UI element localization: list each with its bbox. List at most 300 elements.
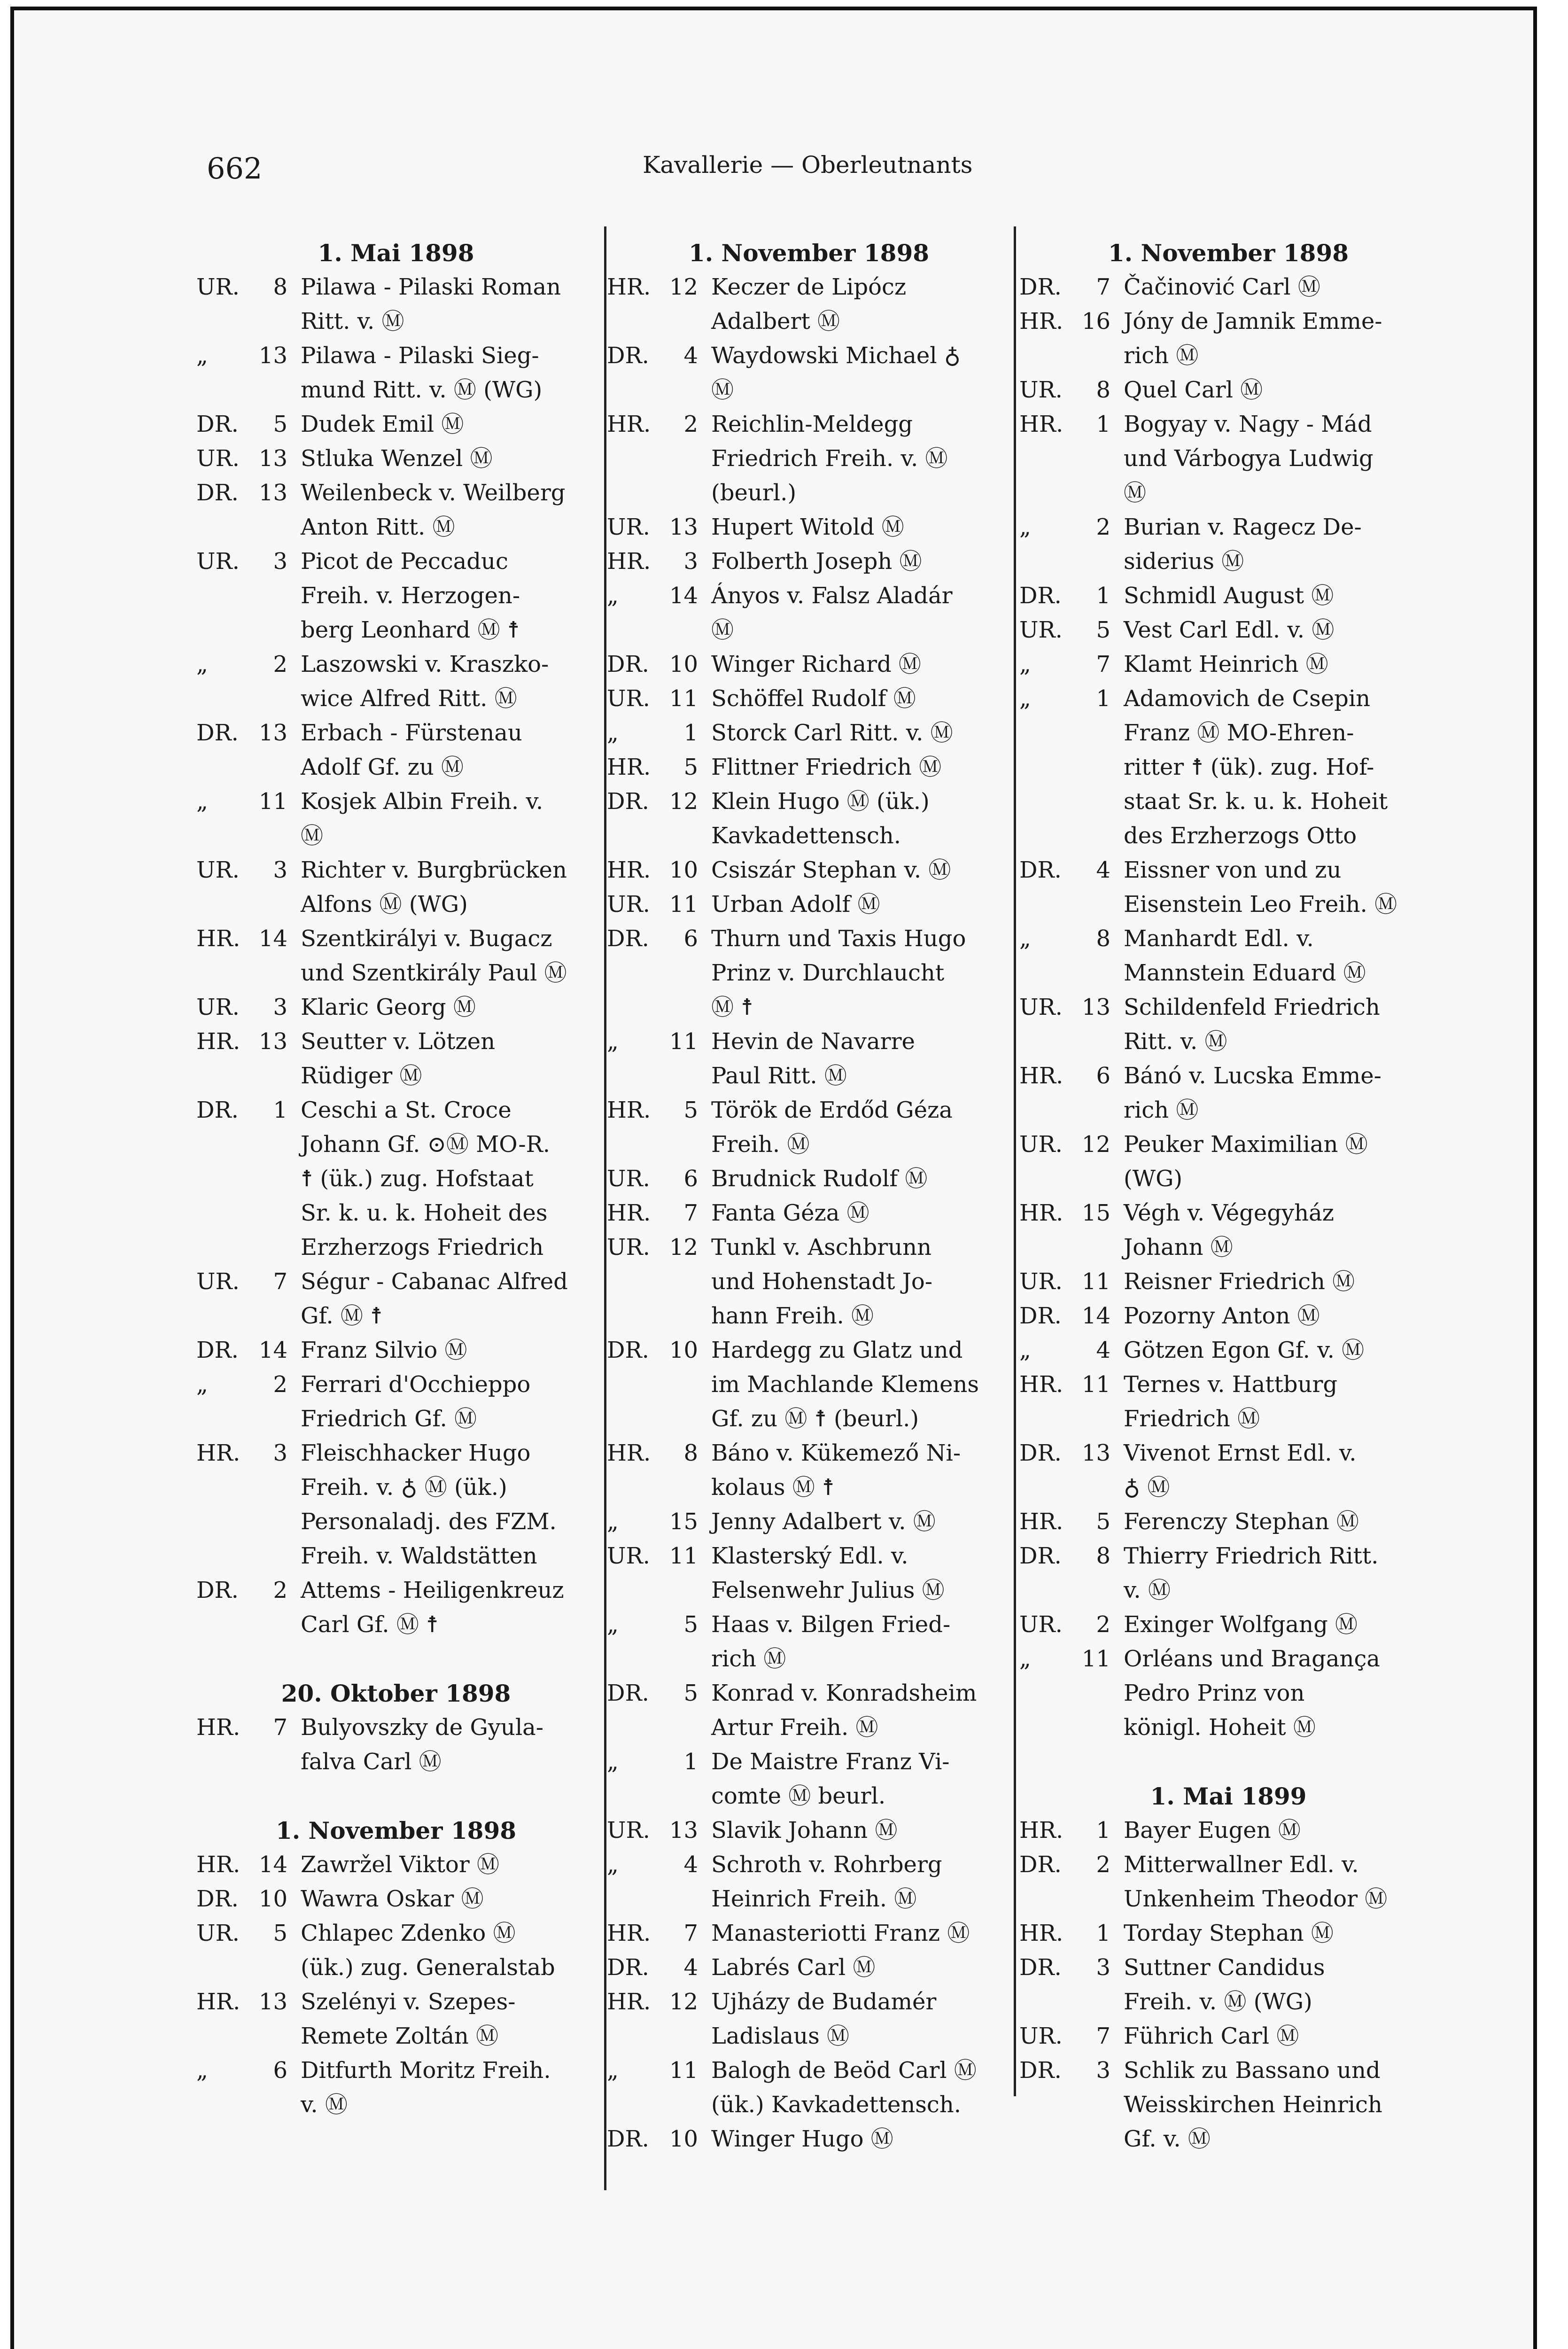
list-item [607,750,1011,785]
entry-line: Klein Hugo Ⓜ (ük.) [711,788,930,815]
regiment-type: „ [607,1028,619,1055]
entry-text [711,1025,1011,1093]
entry-line: Friedrich Gf. Ⓜ [301,1406,477,1432]
entry-line: Adolf Gf. zu Ⓜ [301,754,464,780]
list-item [607,716,1011,750]
regiment-number: 1 [1096,1920,1110,1946]
list-item [1019,510,1437,579]
regiment-number: 13 [258,720,287,746]
regiment-number: 12 [669,274,698,300]
list-item [1019,373,1437,407]
entry-line: Götzen Egon Gf. v. Ⓜ [1124,1337,1365,1363]
entry-text [301,1848,596,1882]
regiment-number: 7 [683,1200,698,1226]
entry-text [1124,1265,1437,1299]
regiment-type: DR. [607,342,649,369]
entry-text [711,887,1011,922]
entry-line: Pilawa - Pilaski Sieg- [301,342,539,369]
list-item [607,1093,1011,1162]
entry-line: Weisskirchen Heinrich [1124,2092,1382,2118]
regiment-type: „ [196,342,208,369]
entry-line: rich Ⓜ [1124,1097,1199,1123]
regiment-type: DR. [196,411,239,437]
regiment-number: 11 [669,1028,698,1055]
list-item [1019,1608,1437,1642]
entry-line: ritter ☨ (ük). zug. Hof- [1124,754,1374,780]
entry-text [1124,1642,1437,1745]
entry-text [1124,1813,1437,1848]
entry-text [1124,510,1437,579]
entry-text [711,270,1011,339]
entry-line: Fanta Géza Ⓜ [711,1200,869,1226]
entry-line: Remete Zoltán Ⓜ [301,2023,499,2049]
list-item [196,1916,596,1985]
regiment-number: 8 [1096,1543,1110,1569]
regiment-number: 5 [1096,1509,1110,1535]
list-item [607,922,1011,1025]
regiment-number: 1 [273,1097,287,1123]
entry-line: Johann Gf. ⊙Ⓜ MO-R. [301,1131,551,1158]
regiment-type: „ [196,651,208,677]
entry-line: Végh v. Végegyház [1124,1200,1334,1226]
list-item [196,442,596,476]
regiment-number: 5 [273,411,287,437]
regiment-number: 14 [258,1337,287,1363]
entry-text [711,1813,1011,1848]
regiment-type: DR. [1019,857,1062,883]
entry-line: falva Carl Ⓜ [301,1749,442,1775]
regiment-number: 13 [258,1989,287,2015]
list-item [1019,2053,1437,2156]
list-item [607,1985,1011,2053]
list-item [196,1025,596,1093]
entry-line: Franz Silvio Ⓜ [301,1337,467,1363]
entry-text [301,1436,596,1573]
regiment-type: „ [607,2057,619,2084]
entry-text [1124,1333,1437,1368]
entry-text [301,544,596,647]
entry-line: Slavik Johann Ⓜ [711,1817,898,1843]
entry-line: Klaric Georg Ⓜ [301,994,476,1020]
list-item [196,1368,596,1436]
regiment-number: 2 [1096,1611,1110,1638]
list-item [1019,1059,1437,1128]
regiment-number: 4 [1096,857,1110,883]
entry-line: Burian v. Ragecz De- [1124,514,1362,540]
entry-text [711,1848,1011,1916]
entry-line: Török de Erdőd Géza [711,1097,953,1123]
entry-line: Brudnick Rudolf Ⓜ [711,1166,928,1192]
regiment-type: DR. [1019,2057,1062,2084]
regiment-type: DR. [1019,1440,1062,1466]
regiment-type: UR. [1019,1611,1063,1638]
list-item [1019,990,1437,1059]
entry-text [1124,1059,1437,1128]
entry-line: Kosjek Albin Freih. v. [301,788,543,815]
list-item [607,1676,1011,1745]
list-item [196,1436,596,1573]
regiment-number: 4 [683,1954,698,1981]
entry-text [1124,2053,1437,2156]
regiment-number: 10 [669,857,698,883]
entry-line: Jenny Adalbert v. Ⓜ [711,1509,936,1535]
regiment-type: HR. [607,754,651,780]
regiment-number: 6 [1096,1063,1110,1089]
entry-text [1124,682,1437,853]
entry-line: (ük.) Kavkadettensch. [711,2092,961,2118]
regiment-type: DR. [1019,1954,1062,1981]
entry-line: (beurl.) [711,480,797,506]
entry-line: Prinz v. Durchlaucht [711,960,945,986]
entry-line: Manhardt Edl. v. [1124,926,1314,952]
entry-line: Winger Richard Ⓜ [711,651,921,677]
regiment-type: HR. [607,274,651,300]
regiment-type: „ [607,1611,619,1638]
regiment-number: 1 [1096,411,1110,437]
regiment-type: „ [607,583,619,609]
entry-line: Seutter v. Lötzen [301,1028,495,1055]
entry-text [1124,853,1437,922]
entry-text [1124,1951,1437,2019]
entry-text [301,1916,596,1985]
entry-line: Flittner Friedrich Ⓜ [711,754,942,780]
entry-line: Exinger Wolfgang Ⓜ [1124,1611,1358,1638]
regiment-number: 13 [258,1028,287,1055]
regiment-number: 8 [273,274,287,300]
entry-line: Szentkirályi v. Bugacz [301,926,552,952]
regiment-number: 3 [683,548,698,575]
entry-text [711,785,1011,853]
scanned-page [10,7,1537,2349]
list-item [1019,1265,1437,1299]
list-item [1019,1539,1437,1608]
entry-text [711,1608,1011,1676]
entry-line: Reichlin-Meldegg [711,411,913,437]
entry-text [1124,1299,1437,1333]
entry-text [1124,1608,1437,1642]
list-item [607,544,1011,579]
entry-line: v. Ⓜ [301,2092,348,2118]
entry-line: ♁ Ⓜ [1124,1474,1170,1501]
list-item [1019,1642,1437,1745]
regiment-type: HR. [196,1989,241,2015]
entry-line: Paul Ritt. Ⓜ [711,1063,847,1089]
list-item [196,990,596,1025]
list-item [1019,682,1437,853]
regiment-type: UR. [1019,994,1063,1020]
regiment-type: DR. [607,1954,649,1981]
regiment-number: 1 [1096,583,1110,609]
regiment-type: HR. [607,1989,651,2015]
regiment-number: 3 [1096,1954,1110,1981]
entry-line: Keczer de Lipócz [711,274,907,300]
entry-line: Ternes v. Hattburg [1124,1371,1338,1398]
regiment-number: 11 [669,685,698,712]
list-item [1019,304,1437,373]
regiment-number: 3 [273,548,287,575]
entry-line: ☨ (ük.) zug. Hofstaat [301,1166,534,1192]
entry-line: Bayer Eugen Ⓜ [1124,1817,1301,1843]
entry-text [301,476,596,544]
entry-text [711,853,1011,887]
section-spacer [1019,1745,1437,1779]
entry-line: Hupert Witold Ⓜ [711,514,904,540]
entry-text [711,1196,1011,1230]
regiment-number: 11 [669,891,698,918]
entry-line: Ferrari d'Occhieppo [301,1371,531,1398]
list-item [1019,922,1437,990]
regiment-number: 6 [683,926,698,952]
entry-text [301,339,596,407]
entry-text [1124,922,1437,990]
entry-line: Báno v. Kükemező Ni- [711,1440,961,1466]
entry-line: staat Sr. k. u. k. Hoheit [1124,788,1388,815]
column-2 [607,236,1011,2156]
list-item [607,579,1011,647]
entry-text [301,2053,596,2122]
regiment-type: „ [607,1851,619,1878]
entry-line: Weilenbeck v. Weilberg [301,480,566,506]
regiment-number: 1 [683,720,698,746]
regiment-number: 2 [273,1371,287,1398]
entry-line: im Machlande Klemens [711,1371,979,1398]
list-item [1019,1951,1437,2019]
regiment-number: 14 [258,1851,287,1878]
regiment-number: 11 [1081,1646,1110,1672]
entry-line: Heinrich Freih. Ⓜ [711,1886,917,1912]
entry-text [711,1916,1011,1951]
entry-text [711,1333,1011,1436]
regiment-type: HR. [607,1440,651,1466]
entry-line: Ségur - Cabanac Alfred [301,1268,568,1295]
regiment-type: HR. [607,857,651,883]
entry-line: Vivenot Ernst Edl. v. [1124,1440,1357,1466]
list-item [607,1951,1011,1985]
entry-line: berg Leonhard Ⓜ ☨ [301,617,520,643]
entry-line: Picot de Peccaduc [301,548,508,575]
regiment-number: 10 [669,2126,698,2152]
regiment-number: 7 [273,1268,287,1295]
entry-line: Ⓜ [301,823,324,849]
entry-line: Eissner von und zu [1124,857,1342,883]
entry-text [301,990,596,1025]
regiment-type: HR. [1019,1371,1063,1398]
column-1 [196,236,596,2122]
section-heading: 1. November 1898 [275,1817,517,1844]
regiment-number: 13 [669,514,698,540]
regiment-number: 15 [669,1509,698,1535]
entry-line: Rüdiger Ⓜ [301,1063,422,1089]
entry-line: Klasterský Edl. v. [711,1543,908,1569]
entry-line: Bogyay v. Nagy - Mád [1124,411,1372,437]
regiment-type: UR. [1019,2023,1063,2049]
regiment-number: 11 [1081,1371,1110,1398]
entry-text [301,1573,596,1642]
entry-text [301,1368,596,1436]
entry-line: Csiszár Stephan v. Ⓜ [711,857,951,883]
list-item [196,1848,596,1882]
list-item [607,339,1011,407]
list-item [607,647,1011,682]
entry-line: Suttner Candidus [1124,1954,1325,1981]
entry-text [711,510,1011,544]
regiment-type: UR. [196,548,240,575]
entry-text [1124,613,1437,647]
regiment-number: 3 [273,857,287,883]
page-number: 662 [207,151,263,186]
regiment-type: HR. [607,1200,651,1226]
list-item [196,339,596,407]
section-heading: 20. Oktober 1898 [281,1680,511,1707]
entry-line: Peuker Maximilian Ⓜ [1124,1131,1368,1158]
list-item [196,853,596,922]
regiment-type: UR. [607,1234,650,1260]
list-item [607,1539,1011,1608]
entry-line: Orléans und Bragança [1124,1646,1380,1672]
entry-text [301,716,596,785]
entry-line: Freih. v. Herzogen- [301,583,520,609]
regiment-type: DR. [607,651,649,677]
section-heading: 1. Mai 1899 [1150,1782,1307,1810]
entry-line: mund Ritt. v. Ⓜ (WG) [301,377,543,403]
regiment-type: DR. [607,1680,649,1706]
entry-line: Zawržel Viktor Ⓜ [301,1851,499,1878]
regiment-number: 3 [273,994,287,1020]
entry-line: Jóny de Jamnik Emme- [1124,308,1382,334]
entry-line: Klamt Heinrich Ⓜ [1124,651,1328,677]
regiment-number: 2 [273,651,287,677]
entry-line: Ceschi a St. Croce [301,1097,512,1123]
entry-line: Eisenstein Leo Freih. Ⓜ [1124,891,1397,918]
regiment-number: 14 [1081,1303,1110,1329]
entry-text [711,544,1011,579]
regiment-number: 14 [669,583,698,609]
entry-text [711,1539,1011,1608]
regiment-type: DR. [607,788,649,815]
entry-text [711,1951,1011,1985]
entry-line: Freih. v. ♁ Ⓜ (ük.) [301,1474,507,1501]
regiment-number: 7 [1096,274,1110,300]
entry-text [711,2053,1011,2122]
regiment-type: „ [196,2057,208,2084]
entry-line: Ányos v. Falsz Aladár [711,583,953,609]
list-item [607,1230,1011,1333]
column-rule [604,226,606,2190]
regiment-number: 11 [669,2057,698,2084]
entry-text [1124,1368,1437,1436]
entry-text [711,750,1011,785]
entry-line: kolaus Ⓜ ☨ [711,1474,835,1501]
entry-text [1124,304,1437,373]
entry-line: Felsenwehr Julius Ⓜ [711,1577,945,1603]
regiment-type: DR. [1019,1303,1062,1329]
entry-text [711,1676,1011,1745]
regiment-number: 8 [1096,926,1110,952]
list-item [607,1025,1011,1093]
regiment-number: 2 [1096,514,1110,540]
regiment-type: HR. [196,1714,241,1741]
regiment-number: 7 [1096,2023,1110,2049]
regiment-number: 1 [1096,1817,1110,1843]
entry-line: siderius Ⓜ [1124,548,1244,575]
entry-text [301,647,596,716]
entry-line: Sr. k. u. k. Hoheit des [301,1200,548,1226]
entry-line: Ujházy de Budamér [711,1989,937,2015]
entry-text [301,1985,596,2053]
entry-line: Adamovich de Csepin [1124,685,1371,712]
regiment-number: 3 [273,1440,287,1466]
entry-text [1124,407,1437,510]
regiment-number: 5 [273,1920,287,1946]
entry-line: Pozorny Anton Ⓜ [1124,1303,1320,1329]
regiment-type: DR. [607,2126,649,2152]
entry-text [301,785,596,853]
list-item [607,1196,1011,1230]
list-item [1019,579,1437,613]
entry-line: Čačinović Carl Ⓜ [1124,274,1320,300]
entry-text [301,270,596,339]
regiment-type: „ [1019,1337,1031,1363]
entry-line: Laszowski v. Kraszko- [301,651,549,677]
entry-line: Erbach - Fürstenau [301,720,522,746]
section-heading: 1. November 1898 [1108,239,1349,267]
regiment-number: 6 [273,2057,287,2084]
regiment-number: 4 [683,1851,698,1878]
entry-line: und Hohenstadt Jo- [711,1268,932,1295]
entry-text [711,1985,1011,2053]
entry-line: Ritt. v. Ⓜ [301,308,404,334]
list-item [1019,1128,1437,1196]
section-spacer [196,1642,596,1676]
entry-line: Ⓜ [711,377,734,403]
entry-line: Hardegg zu Glatz und [711,1337,963,1363]
entry-line: Gf. zu Ⓜ ☨ (beurl.) [711,1406,919,1432]
entry-line: Erzherzogs Friedrich [301,1234,544,1260]
list-item [196,647,596,716]
entry-line: Bánó v. Lucska Emme- [1124,1063,1382,1089]
entry-line: Personaladj. des FZM. [301,1509,557,1535]
regiment-number: 14 [258,926,287,952]
entry-line: königl. Hoheit Ⓜ [1124,1714,1316,1741]
entry-line: hann Freih. Ⓜ [711,1303,874,1329]
entry-line: Unkenheim Theodor Ⓜ [1124,1886,1388,1912]
regiment-number: 13 [258,342,287,369]
entry-text [711,1745,1011,1813]
entry-line: und Várbogya Ludwig [1124,445,1374,472]
list-item [1019,1333,1437,1368]
entry-text [711,1093,1011,1162]
entry-text [711,1505,1011,1539]
regiment-number: 5 [1096,617,1110,643]
regiment-number: 12 [669,788,698,815]
section-heading: 1. November 1898 [688,239,930,267]
entry-line: Stluka Wenzel Ⓜ [301,445,493,472]
entry-line: Fleischhacker Hugo [301,1440,531,1466]
entry-line: Tunkl v. Aschbrunn [711,1234,931,1260]
regiment-number: 2 [1096,1851,1110,1878]
list-item [1019,1368,1437,1436]
entry-text [301,853,596,922]
entry-line: Attems - Heiligenkreuz [301,1577,564,1603]
regiment-number: 7 [683,1920,698,1946]
regiment-type: UR. [1019,1268,1063,1295]
entry-line: Carl Gf. Ⓜ ☨ [301,1611,439,1638]
regiment-type: HR. [1019,1200,1063,1226]
regiment-number: 2 [273,1577,287,1603]
entry-line: Folberth Joseph Ⓜ [711,548,922,575]
regiment-type: HR. [196,926,241,952]
entry-text [711,647,1011,682]
